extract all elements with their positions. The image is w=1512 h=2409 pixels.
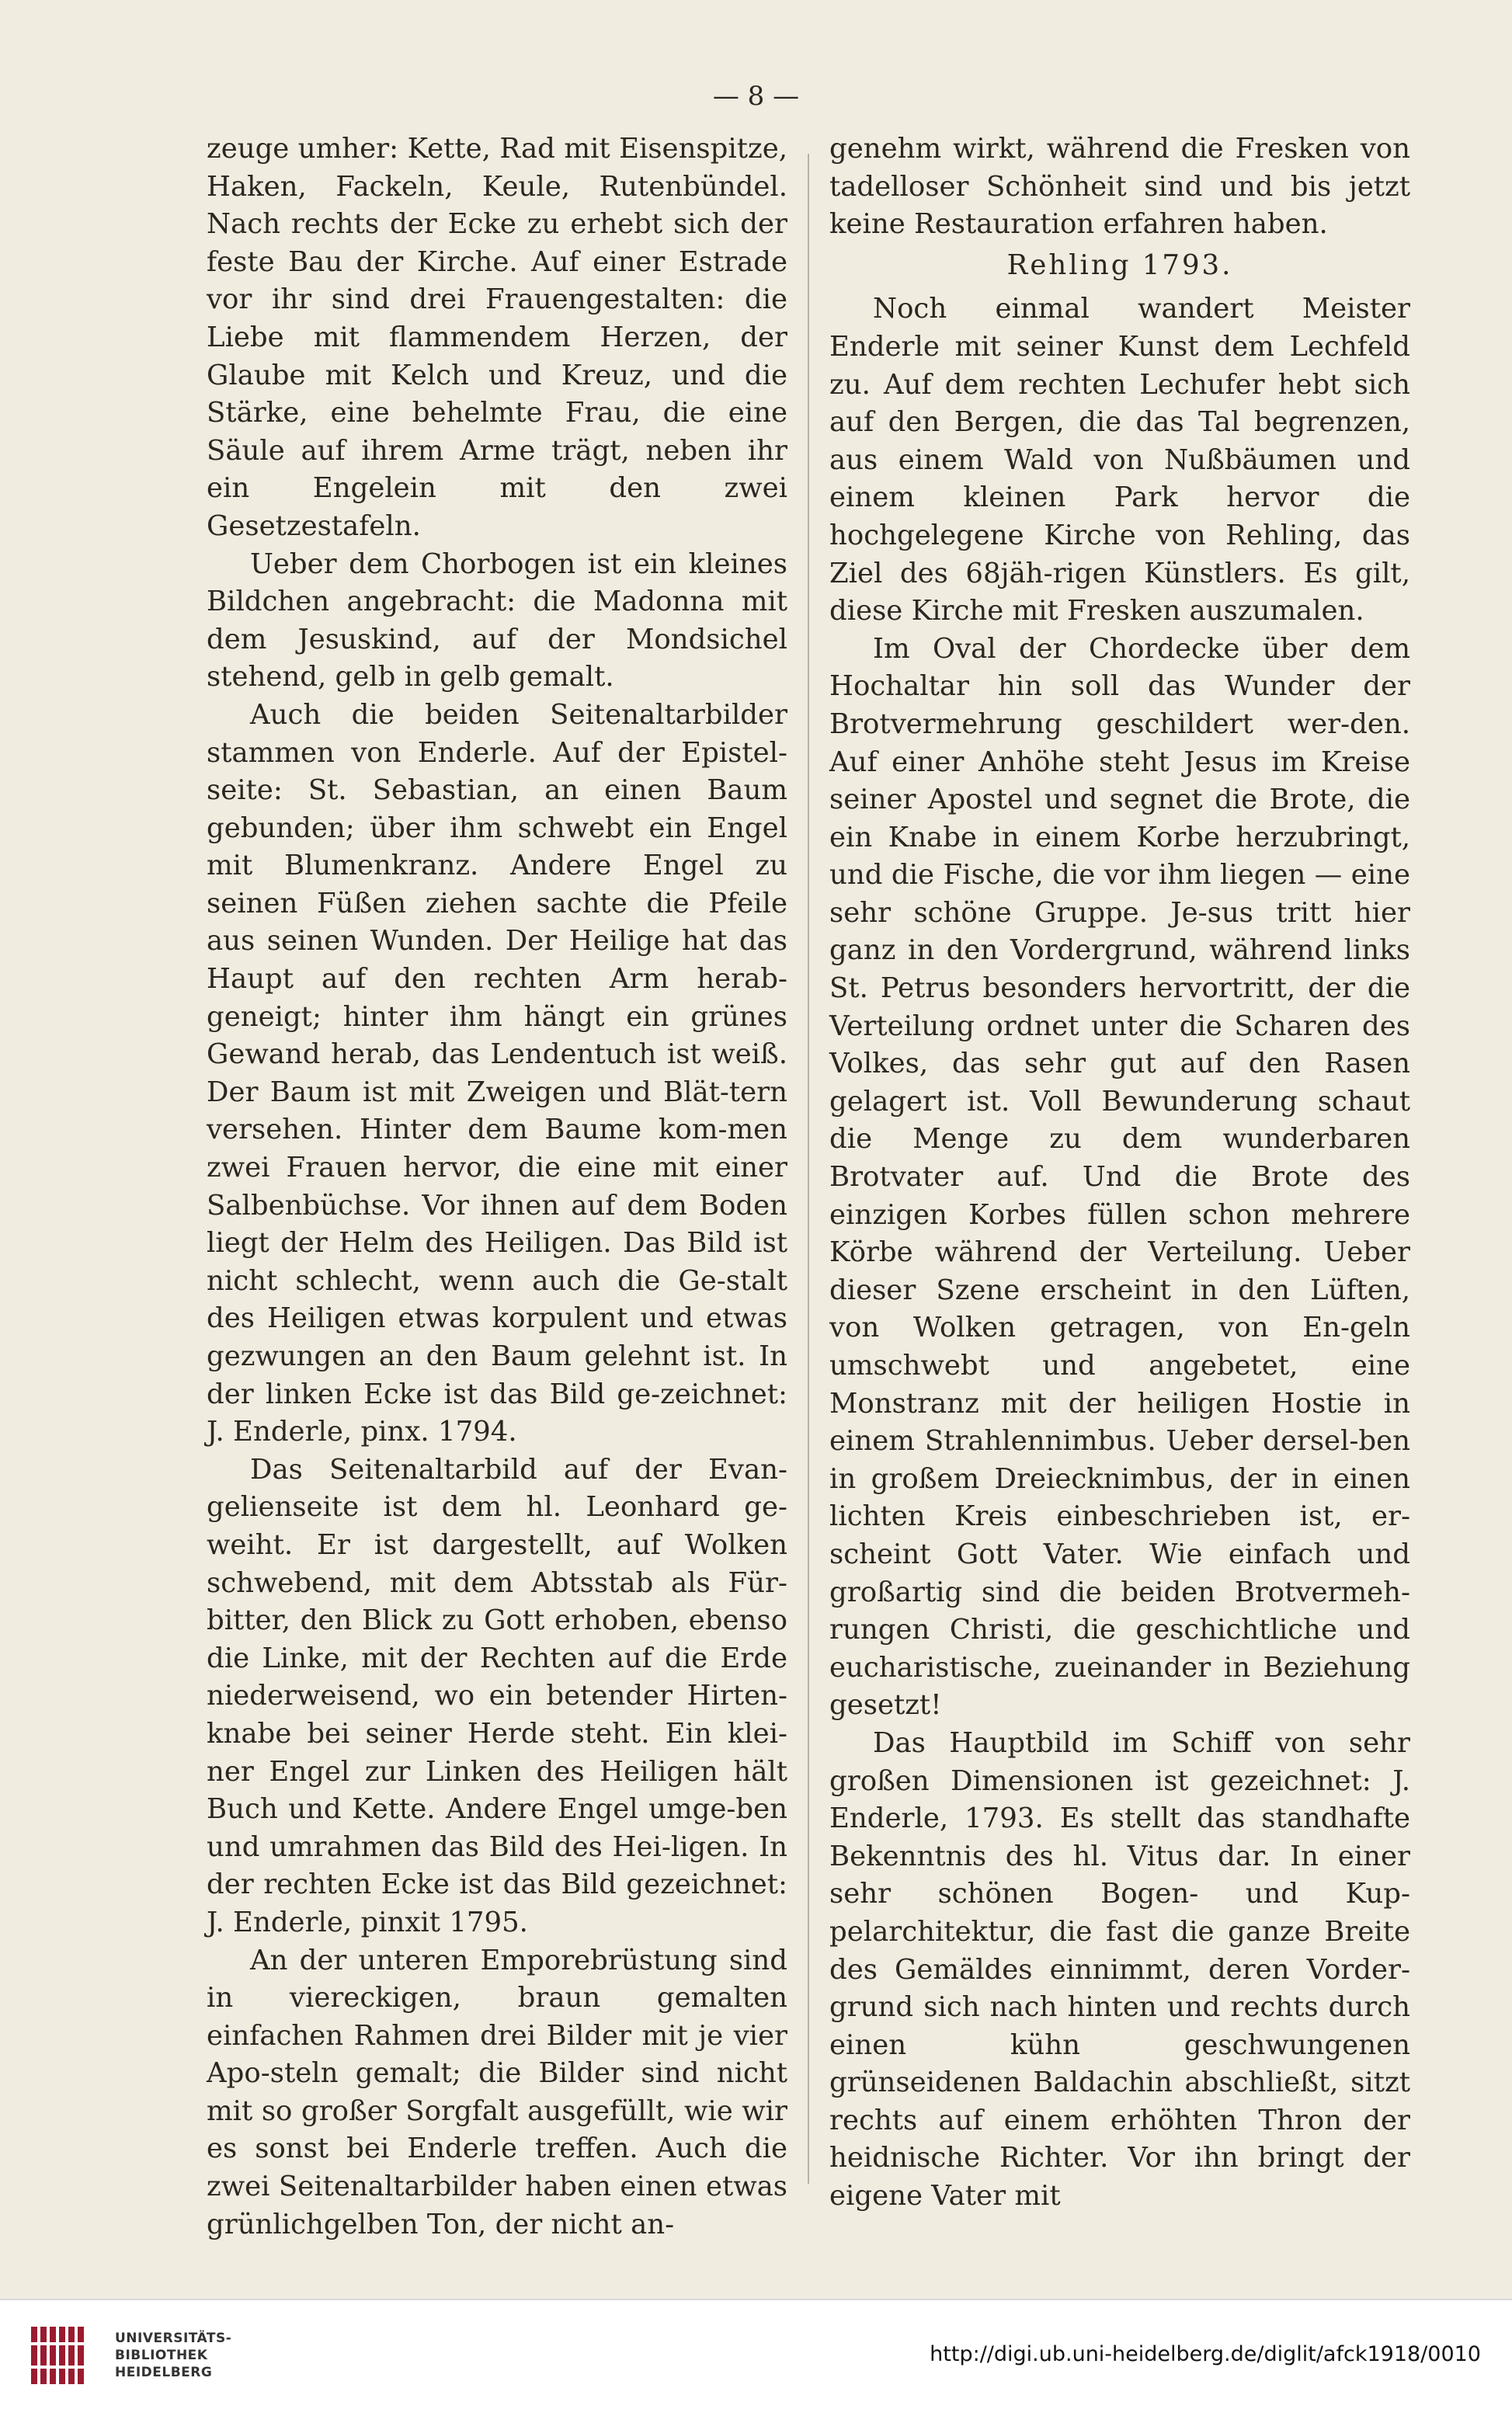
column-divider	[808, 154, 809, 2184]
library-seal-icon	[28, 2322, 103, 2389]
right-paragraph-1: Noch einmal wandert Meister Enderle mit seiner Kunst dem Lechfeld zu. Auf dem rechten Lechufer hebt sich auf den Bergen, die das Tal begrenzen, aus einem Wald von Nußbäumen und einem kleinen Park hervor die hochgelegene Kirche von Rehling, das Ziel des 68jäh-rigen Künstlers. Es gilt, diese Kirche mit Fresken auszumalen.	[829, 293, 1410, 627]
left-column	[207, 130, 787, 2244]
library-name-line-1: UNIVERSITÄTS-	[115, 2331, 232, 2346]
right-paragraph-intro: genehm wirkt, während die Fresken von tadelloser Schönheit sind und bis jetzt keine Restauration erfahren haben.	[829, 133, 1410, 241]
right-column	[829, 130, 1410, 2216]
left-paragraph-5: An der unteren Emporebrüstung sind in viereckigen, braun gemalten einfachen Rahmen drei Bilder mit je vier Apo-steln gemalt; die Bilder sind nicht mit so großer Sorgfalt ausgefüllt, wie wir es sonst bei Enderle treffen. Auch die zwei Seitenaltarbilder haben einen etwas grünlichgelben Ton, der nicht an-	[207, 1944, 787, 2240]
footer-bar	[0, 2299, 1512, 2409]
section-heading: Rehling 1793.	[1006, 249, 1233, 281]
left-paragraph-4: Das Seitenaltarbild auf der Evan-gelienseite ist dem hl. Leonhard ge-weiht. Er ist dargestellt, auf Wolken schwebend, mit dem Abtsstab als Für-bitter, den Blick zu Gott erhoben, ebenso die Linke, mit der Rechten auf die Erde niederweisend, wo ein betender Hirten-knabe bei seiner Herde steht. Ein klei-ner Engel zur Linken des Heiligen hält Buch und Kette. Andere Engel umge-ben und umrahmen das Bild des Hei-ligen. In der rechten Ecke ist das Bild gezeichnet: J. Enderle, pinxit 1795.	[207, 1453, 787, 1938]
page-number: — 8 —	[712, 81, 800, 112]
right-paragraph-3: Das Hauptbild im Schiff von sehr großen Dimensionen ist gezeichnet: J. Enderle, 1793. Es stellt das standhafte Bekenntnis des hl. Vitus dar. In einer sehr schönen Bogen- und Kup-pelarchitektur, die fast die ganze Breite des Gemäldes einnimmt, deren Vorder-grund sich nach hinten und rechts durch einen kühn geschwungenen grünseidenen Baldachin abschließt, sitzt rechts auf einem erhöhten Thron der heidnische Richter. Vor ihn bringt der eigene Vater mit	[829, 1726, 1410, 2213]
left-paragraph-2: Ueber dem Chorbogen ist ein kleines Bildchen angebracht: die Madonna mit dem Jesuskind, auf der Mondsichel stehend, gelb in gelb gemalt.	[207, 548, 787, 694]
library-name-line-3: HEIDELBERG	[115, 2365, 213, 2380]
library-name-line-2: BIBLIOTHEK	[115, 2348, 208, 2363]
source-url-link[interactable]: http://digi.ub.uni-heidelberg.de/diglit/afck1918/0010	[930, 2342, 1481, 2366]
left-paragraph-3: Auch die beiden Seitenaltarbilder stammen von Enderle. Auf der Epistel-seite: St. Sebastian, an einen Baum gebunden; über ihm schwebt ein Engel mit Blumenkranz. Andere Engel zu seinen Füßen ziehen sachte die Pfeile aus seinen Wunden. Der Heilige hat das Haupt auf den rechten Arm herab-geneigt; hinter ihm hängt ein grünes Gewand herab, das Lendentuch ist weiß. Der Baum ist mit Zweigen und Blät-tern versehen. Hinter dem Baume kom-men zwei Frauen hervor, die eine mit einer Salbenbüchse. Vor ihnen auf dem Boden liegt der Helm des Heiligen. Das Bild ist nicht schlecht, wenn auch die Ge-stalt des Heiligen etwas korpulent und etwas gezwungen an den Baum gelehnt ist. In der linken Ecke ist das Bild ge-zeichnet: J. Enderle, pinx. 1794.	[207, 698, 787, 1448]
left-paragraph-1: zeuge umher: Kette, Rad mit Eisenspitze, Haken, Fackeln, Keule, Rutenbündel. Nach rechts der Ecke zu erhebt sich der feste Bau der Kirche. Auf einer Estrade vor ihr sind drei Frauengestalten: die Liebe mit flammendem Herzen, der Glaube mit Kelch und Kreuz, und die Stärke, eine behelmte Frau, die eine Säule auf ihrem Arme trägt, neben ihr ein Engelein mit den zwei Gesetzestafeln.	[207, 133, 787, 542]
right-paragraph-2: Im Oval der Chordecke über dem Hochaltar hin soll das Wunder der Brotvermehrung geschildert wer-den. Auf einer Anhöhe steht Jesus im Kreise seiner Apostel und segnet die Brote, die ein Knabe in einem Korbe herzubringt, und die Fische, die vor ihm liegen — eine sehr schöne Gruppe. Je-sus tritt hier ganz in den Vordergrund, während links St. Petrus besonders hervortritt, der die Verteilung ordnet unter die Scharen des Volkes, das sehr gut auf den Rasen gelagert ist. Voll Bewunderung schaut die Menge zu dem wunderbaren Brotvater auf. Und die Brote des einzigen Korbes füllen schon mehrere Körbe während der Verteilung. Ueber dieser Szene erscheint in den Lüften, von Wolken getragen, von En-geln umschwebt und angebetet, eine Monstranz mit der heiligen Hostie in einem Strahlennimbus. Ueber dersel-ben in großem Dreiecknimbus, der in einen lichten Kreis einbeschrieben ist, er-scheint Gott Vater. Wie einfach und großartig sind die beiden Brotvermeh-rungen Christi, die geschichtliche und eucharistische, zueinander in Beziehung gesetzt!	[829, 632, 1410, 1722]
library-name	[115, 2330, 231, 2381]
library-logo[interactable]	[28, 2322, 231, 2389]
